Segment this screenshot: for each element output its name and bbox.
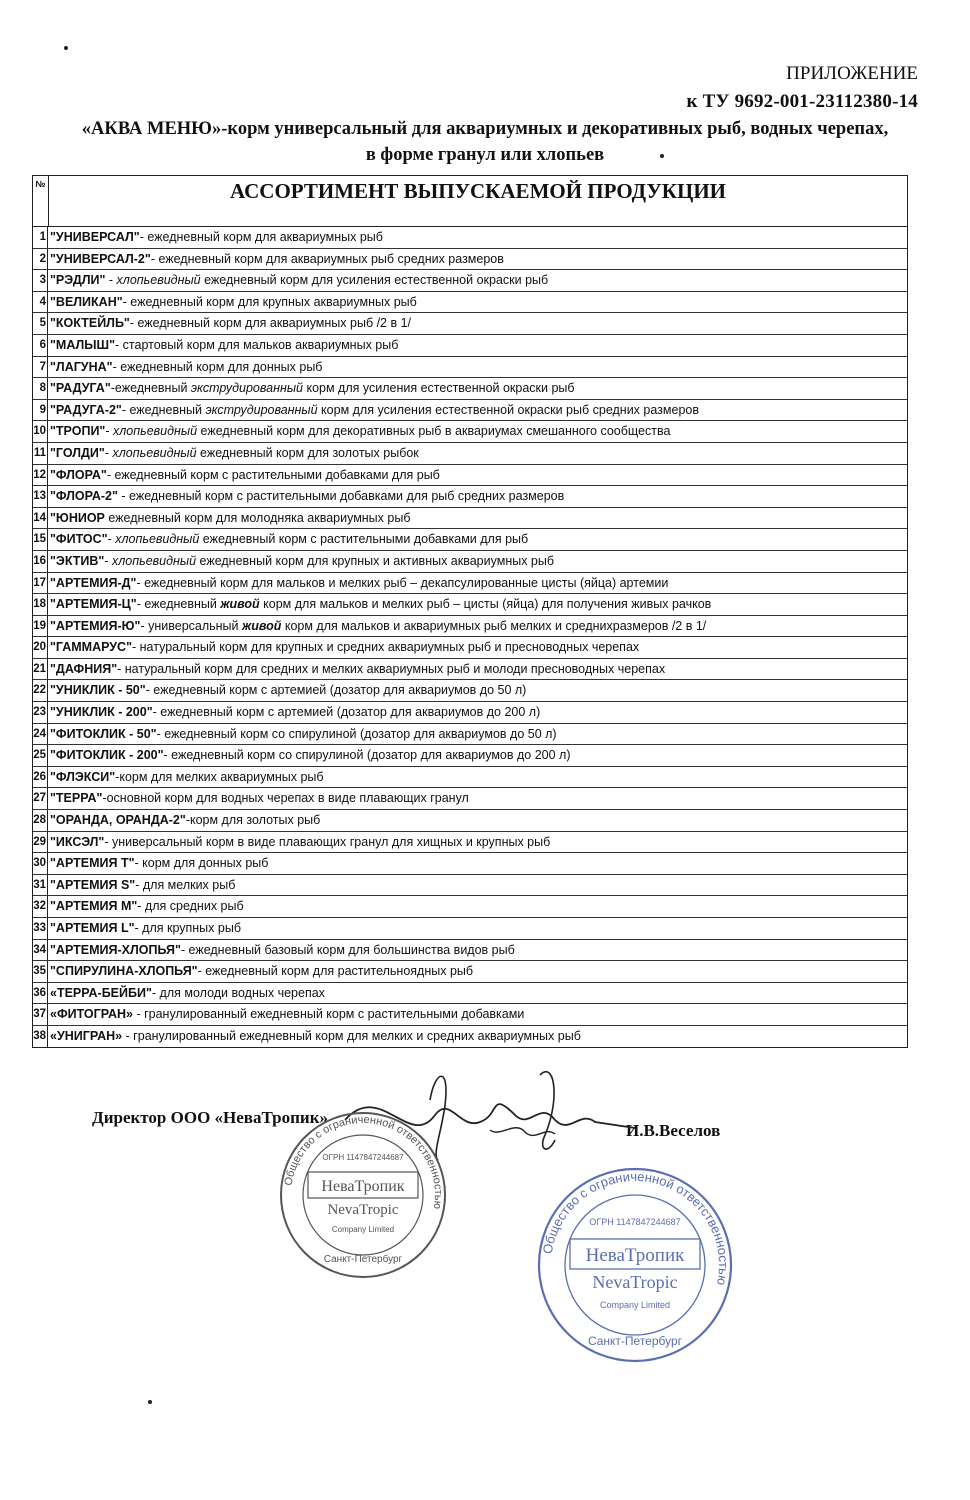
row-number: 37 <box>33 1004 48 1025</box>
description-text: ежедневный корм для усиления естественной окраски рыб <box>200 273 549 288</box>
row-description <box>48 1004 907 1025</box>
product-name: «ТЕРРА-БЕЙБИ" <box>50 985 152 1000</box>
description-text: - ежедневный корм для донных рыб <box>112 359 323 374</box>
stamp2-name-en: NevaTropic <box>592 1272 678 1292</box>
row-number: 34 <box>33 940 48 961</box>
row-number: 7 <box>33 357 48 378</box>
stamp1-ogrn: ОГРН 1147847244687 <box>322 1153 404 1162</box>
product-name: "ФЛОРА" <box>50 467 107 482</box>
row-number: 5 <box>33 313 48 334</box>
row-number: 24 <box>33 724 48 745</box>
product-name: "ТЕРРА" <box>50 791 103 806</box>
table-row <box>33 465 907 487</box>
description-text: ежедневный корм с растительными добавками для рыб <box>199 532 529 547</box>
table-row <box>33 767 907 789</box>
emphasis-text: живой <box>242 618 282 633</box>
description-text: корм для мальков и мелких рыб – цисты (яйца) для получения живых рачков <box>259 597 712 612</box>
description-text: - ежедневный корм для аквариумных рыб <box>139 230 383 244</box>
table-row <box>33 918 907 940</box>
table-row <box>33 249 907 271</box>
description-text: корм для усиления естественной окраски рыб <box>303 381 575 396</box>
product-name: "ЮНИОР <box>50 510 105 525</box>
description-text: -корм для мелких аквариумных рыб <box>115 769 324 784</box>
table-row <box>33 724 907 746</box>
row-number: 30 <box>33 853 48 874</box>
product-name: "ГОЛДИ" <box>50 445 105 460</box>
description-text: - ежедневный <box>136 597 221 612</box>
description-text: - для средних рыб <box>137 899 244 914</box>
description-text: ежедневный корм для декоративных рыб в аквариумах смешанного сообщества <box>197 424 671 439</box>
row-number: 38 <box>33 1026 48 1047</box>
description-text: - ежедневный корм с артемией (дозатор для аквариумов до 50 л) <box>145 683 527 698</box>
row-description <box>48 896 907 917</box>
product-name: "МАЛЫШ" <box>50 337 116 352</box>
product-name: "АРТЕМИЯ М" <box>50 899 138 914</box>
product-name: "ВЕЛИКАН" <box>50 294 123 309</box>
row-description <box>48 832 907 853</box>
description-text: - ежедневный <box>121 402 206 417</box>
row-number: 16 <box>33 551 48 572</box>
table-header <box>33 176 907 227</box>
row-description <box>48 313 907 334</box>
row-number: 4 <box>33 292 48 313</box>
document-title-line2: в форме гранул или хлопьев <box>365 145 605 165</box>
stamp2-name-ru: НеваТропик <box>585 1245 685 1266</box>
row-description <box>48 551 907 572</box>
product-name: "ФЛОРА-2" <box>50 489 118 504</box>
product-name: "УНИВЕРСАЛ" <box>50 230 140 244</box>
description-text: -корм для золотых рыб <box>185 813 321 828</box>
description-text: - натуральный корм для крупных и средних аквариумных рыб и пресноводных черепах <box>132 640 640 655</box>
row-number: 10 <box>33 421 48 442</box>
description-text: - натуральный корм для средних и мелких аквариумных рыб и молоди пресноводных черепах <box>117 661 666 676</box>
product-name: "ТРОПИ" <box>50 424 106 439</box>
table-row <box>33 745 907 767</box>
stamp1-company: Company Limited <box>331 1225 395 1234</box>
stamp1-outer-text: Общество с ограниченной ответственностью <box>282 1113 445 1210</box>
row-number: 12 <box>33 465 48 486</box>
description-text: - для мелких рыб <box>135 877 236 892</box>
description-text: - ежедневный корм для аквариумных рыб средних размеров <box>150 251 504 266</box>
row-description <box>48 465 907 486</box>
row-number: 27 <box>33 788 48 809</box>
row-number: 8 <box>33 378 48 399</box>
table-row <box>33 357 907 379</box>
table-row <box>33 875 907 897</box>
description-text: - <box>104 553 112 568</box>
description-text: - ежедневный корм с артемией (дозатор для аквариумов до 200 л) <box>152 705 541 720</box>
table-row <box>33 853 907 875</box>
description-text: корм для усиления естественной окраски рыб средних размеров <box>317 402 699 417</box>
description-text: -основной корм для водных черепах в виде плавающих гранул <box>102 791 469 806</box>
row-description <box>48 810 907 831</box>
row-number: 13 <box>33 486 48 507</box>
stamp2-outer-text: Общество с ограниченной ответственностью <box>539 1168 732 1287</box>
product-name: "ФЛЭКСИ" <box>50 769 116 784</box>
row-number: 28 <box>33 810 48 831</box>
row-number: 33 <box>33 918 48 939</box>
product-name: "ЭКТИВ" <box>50 553 105 568</box>
row-number: 25 <box>33 745 48 766</box>
description-text: - ежедневный корм с растительными добавками для рыб <box>106 467 440 482</box>
description-text: - <box>107 532 116 547</box>
product-table <box>32 175 908 1048</box>
product-name: "АРТЕМИЯ-ХЛОПЬЯ" <box>50 942 181 957</box>
table-row <box>33 1004 907 1026</box>
product-name: "АРТЕМИЯ-Ю" <box>50 618 141 633</box>
row-description <box>48 421 907 442</box>
product-name: "КОКТЕЙЛЬ" <box>50 316 130 331</box>
description-text: - ежедневный корм для крупных аквариумных рыб <box>122 294 417 309</box>
product-name: "АРТЕМИЯ S" <box>50 877 136 892</box>
table-row <box>33 940 907 962</box>
row-number: 36 <box>33 983 48 1004</box>
stamp2-company: Company Limited <box>599 1300 671 1310</box>
emphasis-text: хлопьевидный <box>116 273 201 288</box>
tu-reference: к ТУ 9692-001-23112380-14 <box>686 91 918 112</box>
table-row <box>33 400 907 422</box>
row-number: 22 <box>33 680 48 701</box>
row-description <box>48 659 907 680</box>
description-text: - ежедневный корм со спирулиной (дозатор для аквариумов до 200 л) <box>163 748 571 763</box>
product-name: "ФИТОКЛИК - 50" <box>50 726 157 741</box>
emphasis-text: экструдированный <box>205 402 318 417</box>
product-name: "РАДУГА" <box>50 381 111 396</box>
column-number-header: № <box>33 176 49 226</box>
product-name: "АРТЕМИЯ-Д" <box>50 575 137 590</box>
description-text: ежедневный корм для молодняка аквариумных рыб <box>104 510 411 525</box>
table-row <box>33 270 907 292</box>
column-title-header: АССОРТИМЕНТ ВЫПУСКАЕМОЙ ПРОДУКЦИИ <box>230 179 726 203</box>
table-row <box>33 594 907 616</box>
row-description <box>48 918 907 939</box>
emphasis-text: хлопьевидный <box>113 424 198 439</box>
stamp2-ogrn: ОГРН 1147847244687 <box>589 1217 681 1227</box>
director-label: Директор ООО «НеваТропик» <box>92 1108 329 1127</box>
stamp2-city: Санкт-Петербург <box>587 1334 683 1348</box>
product-name: "ГАММАРУС" <box>50 640 133 655</box>
product-name: "РЭДЛИ" <box>50 273 106 288</box>
table-row <box>33 292 907 314</box>
row-number: 31 <box>33 875 48 896</box>
row-description <box>48 745 907 766</box>
row-description <box>48 270 907 291</box>
table-row <box>33 896 907 918</box>
row-number: 2 <box>33 249 48 270</box>
description-text: - <box>105 273 117 288</box>
scan-speck <box>64 46 68 50</box>
product-name: "ЛАГУНА" <box>50 359 113 374</box>
row-description <box>48 875 907 896</box>
description-text: - ежедневный корм для мальков и мелких рыб – декапсулированные цисты (яйца) артемии <box>136 575 669 590</box>
product-name: "УНИВЕРСАЛ-2" <box>50 251 151 266</box>
table-row <box>33 529 907 551</box>
description-text: - <box>105 424 113 439</box>
row-description <box>48 443 907 464</box>
table-row <box>33 551 907 573</box>
product-name: «УНИГРАН» <box>50 1028 123 1043</box>
row-description <box>48 357 907 378</box>
row-description <box>48 486 907 507</box>
table-row <box>33 659 907 681</box>
row-description <box>48 249 907 270</box>
row-number: 3 <box>33 270 48 291</box>
row-number: 11 <box>33 443 48 464</box>
table-row <box>33 421 907 443</box>
company-stamp-grey <box>278 1110 448 1280</box>
product-name: "УНИКЛИК - 50" <box>50 683 146 698</box>
table-row <box>33 227 907 249</box>
row-number: 32 <box>33 896 48 917</box>
description-text: - ежедневный базовый корм для большинства видов рыб <box>180 942 515 957</box>
table-row <box>33 313 907 335</box>
row-description <box>48 529 907 550</box>
row-description <box>48 724 907 745</box>
description-text: - гранулированный ежедневный корм для мелких и средних аквариумных рыб <box>122 1028 581 1043</box>
row-description <box>48 940 907 961</box>
table-row <box>33 702 907 724</box>
product-name: "СПИРУЛИНА-ХЛОПЬЯ" <box>50 964 198 979</box>
description-text: ежедневный корм для золотых рыбок <box>196 445 419 460</box>
row-description <box>48 702 907 723</box>
description-text: - для молоди водных черепах <box>151 985 325 1000</box>
description-text: - ежедневный корм с растительными добавками для рыб средних размеров <box>117 489 565 504</box>
table-row <box>33 335 907 357</box>
description-text: - <box>104 445 113 460</box>
description-text: - универсальный <box>140 618 242 633</box>
product-name: «ФИТОГРАН» <box>50 1007 133 1022</box>
row-description <box>48 227 907 248</box>
emphasis-text: хлопьевидный <box>115 532 200 547</box>
emphasis-text: хлопьевидный <box>111 553 197 568</box>
appendix-label: ПРИЛОЖЕНИЕ <box>786 63 918 84</box>
row-number: 26 <box>33 767 48 788</box>
description-text: - ежедневный корм для аквариумных рыб /2 в 1/ <box>129 316 412 331</box>
description-text: - для крупных рыб <box>134 921 241 935</box>
product-name: "ФИТОКЛИК - 200" <box>50 748 164 763</box>
emphasis-text: экструдированный <box>190 381 303 396</box>
row-number: 14 <box>33 508 48 529</box>
product-name: "АРТЕМИЯ-Ц" <box>50 597 137 612</box>
emphasis-text: живой <box>220 597 260 612</box>
row-number: 1 <box>33 227 48 248</box>
description-text: - корм для донных рыб <box>134 856 269 871</box>
stamp1-name-en: NevaTropic <box>327 1202 399 1218</box>
table-row <box>33 486 907 508</box>
product-name: "ОРАНДА, ОРАНДА-2" <box>50 813 186 828</box>
director-name: И.В.Веселов <box>626 1121 721 1140</box>
emphasis-text: хлопьевидный <box>112 445 197 460</box>
row-description <box>48 573 907 594</box>
table-row <box>33 637 907 659</box>
table-row <box>33 961 907 983</box>
row-description <box>48 788 907 809</box>
row-number: 15 <box>33 529 48 550</box>
description-text: - гранулированный ежедневный корм с растительными добавками <box>132 1007 525 1022</box>
row-description <box>48 378 907 399</box>
product-name: "ФИТОС" <box>50 532 108 547</box>
row-description <box>48 983 907 1004</box>
row-description <box>48 1026 907 1047</box>
description-text: - универсальный корм в виде плавающих гранул для хищных и крупных рыб <box>104 834 551 849</box>
description-text: - стартовый корм для мальков аквариумных рыб <box>115 337 399 352</box>
row-description <box>48 680 907 701</box>
row-description <box>48 292 907 313</box>
table-row <box>33 983 907 1005</box>
row-number: 19 <box>33 616 48 637</box>
row-description <box>48 767 907 788</box>
table-row <box>33 680 907 702</box>
table-row <box>33 573 907 595</box>
product-name: "РАДУГА-2" <box>50 402 122 417</box>
product-name: "УНИКЛИК - 200" <box>50 705 153 720</box>
row-number: 29 <box>33 832 48 853</box>
description-text: ежедневный корм для крупных и активных аквариумных рыб <box>196 553 555 568</box>
product-name: "АРТЕМИЯ Т" <box>50 856 135 871</box>
description-text: - ежедневный корм для растительноядных рыб <box>197 964 474 979</box>
table-row <box>33 832 907 854</box>
row-description <box>48 400 907 421</box>
table-row <box>33 616 907 638</box>
scan-speck <box>660 154 664 158</box>
table-row <box>33 378 907 400</box>
product-name: "ИКСЭЛ" <box>50 834 105 849</box>
product-name: "ДАФНИЯ" <box>50 661 118 676</box>
row-number: 21 <box>33 659 48 680</box>
company-stamp-blue <box>535 1165 735 1365</box>
table-row <box>33 788 907 810</box>
table-row <box>33 1026 907 1047</box>
stamp1-name-ru: НеваТропик <box>321 1178 405 1195</box>
row-number: 23 <box>33 702 48 723</box>
table-row <box>33 508 907 530</box>
row-number: 9 <box>33 400 48 421</box>
row-number: 6 <box>33 335 48 356</box>
row-number: 35 <box>33 961 48 982</box>
table-row <box>33 810 907 832</box>
table-body <box>33 227 907 1047</box>
row-description <box>48 637 907 658</box>
product-name: "АРТЕМИЯ L" <box>50 921 135 935</box>
row-number: 18 <box>33 594 48 615</box>
row-description <box>48 961 907 982</box>
row-description <box>48 594 907 615</box>
scan-speck <box>148 1400 152 1404</box>
document-title-line1: «АКВА МЕНЮ»-корм универсальный для аквариумных и декоративных рыб, водных черепах, <box>81 119 889 139</box>
row-description <box>48 335 907 356</box>
table-row <box>33 443 907 465</box>
row-number: 17 <box>33 573 48 594</box>
row-number: 20 <box>33 637 48 658</box>
description-text: -ежедневный <box>110 381 191 396</box>
row-description <box>48 616 907 637</box>
description-text: корм для мальков и аквариумных рыб мелких и среднихразмеров /2 в 1/ <box>281 618 707 633</box>
row-description <box>48 853 907 874</box>
stamp1-city: Санкт-Петербург <box>323 1254 403 1265</box>
description-text: - ежедневный корм со спирулиной (дозатор для аквариумов до 50 л) <box>156 726 557 741</box>
row-description <box>48 508 907 529</box>
